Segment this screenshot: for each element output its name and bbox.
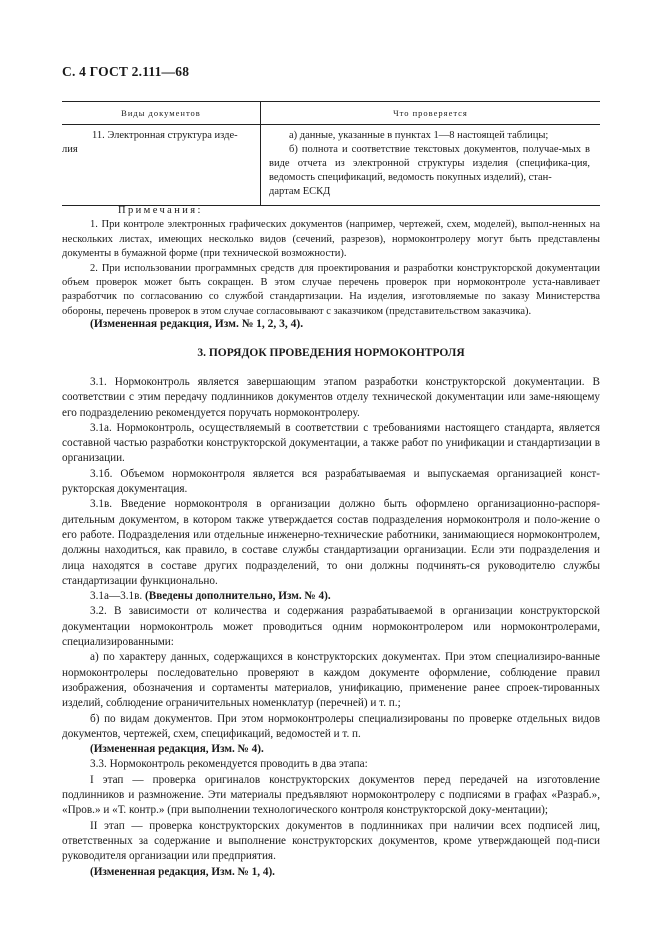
table-cell-document-type bbox=[62, 125, 261, 205]
notes-title: Примечания: bbox=[118, 205, 203, 216]
edition-note: (Измененная редакция, Изм. № 1, 2, 3, 4). bbox=[90, 318, 304, 330]
paragraph-3-1b: 3.1б. Объемом нормоконтроля является вся разрабатываемая и выпускаемая организацией конст-рукторская документация. bbox=[62, 467, 600, 496]
paragraph-3-3: 3.3. Нормоконтроль рекомендуется проводить в два этапа: bbox=[90, 758, 368, 771]
paragraph-3-2: 3.2. В зависимости от количества и содержания разрабатываемой в организации конструкторской документации нормоконтроль может проводиться одним нормоконтролером или нормоконтролерами, специализированными: bbox=[62, 605, 600, 649]
check-item-b: б) полнота и соответствие текстовых документов, получае-мых в виде отчета из электронной структуры изделия (специфика-ция, ведомость спецификаций, ведомость покупных изделий), стан- bbox=[269, 144, 590, 183]
table-cell-checks bbox=[261, 125, 600, 205]
cell-line: 11. Электронная структура изде- bbox=[92, 130, 238, 141]
section-body bbox=[62, 375, 600, 880]
check-item-a: а) данные, указанные в пунктах 1—8 настоящей таблицы; bbox=[289, 130, 549, 141]
table-row bbox=[62, 125, 600, 205]
column-header-what-is-checked: Что проверяется bbox=[393, 108, 468, 118]
range-label: 3.1а—3.1в. bbox=[90, 590, 143, 603]
table-header-row bbox=[62, 102, 600, 125]
paragraph-3-2a: а) по характеру данных, содержащихся в конструкторских документах. При этом специализиро-ванные нормоконтролеры последовательно проверяют в каждом документе оформление, соблюдение правил изображения, обозначения и сортаменты материалов, унификацию, применение ранее спроек-тированных изделий, соблюдение ограничительных номенклатур (перечней) и т. п.; bbox=[62, 651, 600, 710]
paragraph-3-1: 3.1. Нормоконтроль является завершающим этапом разработки конструкторской документации. В соответствии с этим передачу подлинников документов отделу технической документации или заме-няющему его подразделению рекомендуется поручать нормоконтролеру. bbox=[62, 376, 600, 419]
edition-note: (Измененная редакция, Изм. № 1, 4). bbox=[90, 865, 275, 878]
range-edition-note: (Введены дополнительно, Изм. № 4). bbox=[145, 590, 331, 603]
paragraph-3-2b: б) по видам документов. При этом нормоконтролеры специализированы по проверке отдельных видов документов, чертежей, схем, спецификаций, ведомостей и т. п. bbox=[62, 712, 600, 740]
inspection-table bbox=[62, 101, 600, 206]
notes-block bbox=[62, 204, 600, 319]
paragraph-3-3-stage-2: II этап — проверка конструкторских документов в подлинниках при наличии всех подписей лиц, ответственных за содержание и выполнение конструкторских документов, кроме утверждающей под-писи руководителя организации или предприятия. bbox=[62, 819, 600, 863]
check-item-b-tail: дартам ЕСКД bbox=[269, 186, 331, 197]
cell-line: лия bbox=[62, 144, 78, 155]
page-header: С. 4 ГОСТ 2.111—68 bbox=[62, 64, 190, 79]
note-1: 1. При контроле электронных графических документов (например, чертежей, схем, моделей), выпол-ненных на нескольких листах, имеющих несколько видов (сечений, разрезов), нормоконтролеру могут быть представлены документы в бумажной форме (при технической возможности). bbox=[62, 219, 600, 260]
edition-note: (Измененная редакция, Изм. № 4). bbox=[90, 743, 264, 756]
paragraph-3-3-stage-1: I этап — проверка оригиналов конструкторских документов перед передачей на изготовление подлинников и размножение. Эти материалы предъявляют нормоконтролеру с подписями в графах «Разраб.», «Пров.» и «Т. контр.» (при выполнении технологического контроля конструкторской доку-ментации); bbox=[62, 773, 600, 817]
paragraph-3-1-range bbox=[62, 589, 600, 604]
column-header-document-types: Виды документов bbox=[62, 102, 261, 124]
section-title: 3. ПОРЯДОК ПРОВЕДЕНИЯ НОРМОКОНТРОЛЯ bbox=[197, 347, 465, 359]
note-2: 2. При использовании программных средств для проектирования и разработки конструкторской документации объем проверок может быть сокращен. В этом случае перечень проверок при нормоконтроле уста-навливает разработчик по согласованию со службой стандартизации. На изделия, изготовляемые по заказу Министерства обороны, перечень проверок в этом случае согласовывают с заказчиком (представительством заказчика). bbox=[62, 262, 600, 317]
paragraph-3-1v: 3.1в. Введение нормоконтроля в организации должно быть оформлено организационно-распоря-дительным документом, в котором также утверждается состав подразделения нормоконтроля и поло-жение о его работе. Подразделения или отдельные инженерно-технические работники, занимающиеся нормоконтролем, должны находиться, как правило, в составе службы стандартизации организации. Если эти подразделения и лица находятся в составе других подразделений, то они должны подчинять-ся руководителю службы стандартизации функционально. bbox=[62, 498, 600, 587]
paragraph-3-1a: 3.1а. Нормоконтроль, осуществляемый в соответствии с требованиями настоящего стандарта, является составной частью разработки конструкторской документации, а также работ по унификации и стандартизации в организации. bbox=[62, 421, 600, 465]
